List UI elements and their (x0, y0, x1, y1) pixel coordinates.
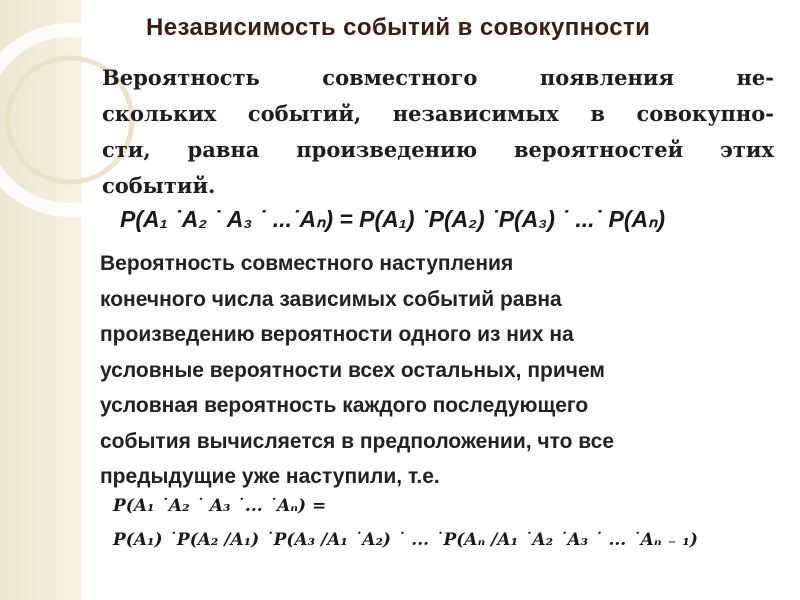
formula-dependent-lhs: P(A₁ ˙A₂ ˙ A₃ ˙... ˙Aₙ) = (113, 496, 327, 516)
dependent-line: конечного числа зависимых событий равна (100, 287, 562, 311)
dependent-line: Вероятность совместного наступления (100, 252, 514, 275)
dependent-line: условная вероятность каждого последующего (100, 394, 589, 417)
definition-paragraph (102, 60, 774, 204)
definition-line: скольких событий, независимых в совокупно- (102, 101, 774, 126)
formula-independent-product: P(A₁ ˙A₂ ˙ A₃ ˙ ...˙Aₙ) = P(A₁) ˙P(A₂) ˙P(A₃) ˙ ...˙ P(Aₙ) (120, 206, 665, 232)
definition-line: сти, равна произведению вероятностей этих (102, 137, 774, 162)
formula-dependent-rhs: P(A₁) ˙P(A₂ /A₁) ˙P(A₃ /A₁ ˙A₂) ˙ ... ˙P(Aₙ /A₁ ˙A₂ ˙A₃ ˙ ... ˙Aₙ ₋ ₁) (113, 530, 698, 550)
dependent-line: произведению вероятности одного из них на (100, 323, 574, 346)
definition-line: Вероятность совместного появления не- (102, 65, 774, 90)
dependent-events-paragraph (100, 246, 790, 495)
slide-title: Независимость событий в совокупности (146, 14, 651, 41)
definition-line: событий. (102, 173, 216, 198)
dependent-line: условные вероятности всех остальных, причем (100, 358, 605, 382)
dependent-line: предыдущие уже наступили, т.е. (100, 465, 440, 488)
dependent-line: события вычисляется в предположении, что все (100, 429, 615, 453)
